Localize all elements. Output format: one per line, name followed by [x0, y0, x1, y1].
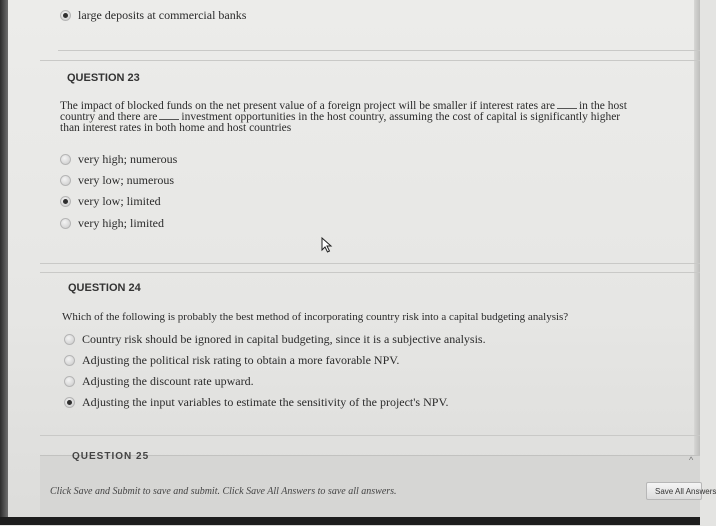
question-24-option-3[interactable]: [64, 374, 254, 389]
footer-instructions: Click Save and Submit to save and submit. Click Save All Answers to save all answers.: [50, 486, 397, 497]
question-text-part: country and there are: [60, 111, 158, 123]
radio-icon[interactable]: [64, 397, 75, 408]
radio-icon[interactable]: [64, 355, 75, 366]
option-label: Adjusting the political risk rating to obtain a more favorable NPV.: [82, 353, 400, 367]
question-24-option-4[interactable]: [64, 395, 449, 410]
radio-icon[interactable]: [60, 154, 71, 165]
divider: [40, 272, 700, 273]
blank: [557, 108, 577, 109]
question-23-title: QUESTION 23: [67, 72, 140, 84]
option-label: very high; numerous: [78, 152, 178, 166]
question-23-option-2[interactable]: [60, 173, 174, 188]
question-text-part: The impact of blocked funds on the net present value of a foreign project will be smaller if interest rates are: [60, 100, 555, 112]
divider: [40, 263, 700, 264]
radio-icon[interactable]: [64, 334, 75, 345]
divider: [58, 50, 700, 51]
option-label: very low; limited: [78, 194, 161, 208]
radio-icon[interactable]: [60, 196, 71, 207]
question-24-text: Which of the following is probably the best method of incorporating country risk into a capital budgeting analysis?: [62, 311, 569, 323]
bottom-edge: [0, 517, 700, 525]
scroll-up-icon[interactable]: ^: [689, 455, 694, 465]
question-23-option-3[interactable]: [60, 194, 161, 209]
radio-icon[interactable]: [60, 218, 71, 229]
option-label: large deposits at commercial banks: [78, 8, 247, 22]
blank: [159, 119, 179, 120]
previous-question-option[interactable]: [60, 8, 246, 23]
question-text-part: in the host: [578, 100, 627, 112]
question-text-part: than interest rates in both home and host countries: [60, 122, 292, 134]
question-23-option-1[interactable]: [60, 152, 177, 167]
mouse-pointer-icon: [320, 237, 334, 253]
question-23-text: [60, 101, 660, 134]
radio-icon[interactable]: [60, 10, 71, 21]
radio-icon[interactable]: [64, 376, 75, 387]
divider: [40, 435, 700, 436]
save-all-answers-button[interactable]: Save All Answers: [646, 482, 702, 500]
question-24-title: QUESTION 24: [68, 282, 141, 294]
option-label: Adjusting the discount rate upward.: [82, 374, 254, 388]
option-label: Country risk should be ignored in capital budgeting, since it is a subjective analysis.: [82, 332, 486, 346]
option-label: very low; numerous: [78, 173, 174, 187]
option-label: very high; limited: [78, 216, 164, 230]
question-23-option-4[interactable]: [60, 216, 164, 231]
question-text-part: investment opportunities in the host country, assuming the cost of capital is significantly higher: [181, 111, 621, 123]
option-label: Adjusting the input variables to estimate the sensitivity of the project's NPV.: [82, 395, 449, 409]
radio-icon[interactable]: [60, 175, 71, 186]
question-24-option-2[interactable]: [64, 353, 399, 368]
divider: [40, 60, 700, 61]
question-24-option-1[interactable]: [64, 332, 486, 347]
question-25-title: QUESTION 25: [72, 451, 150, 462]
left-edge: [0, 0, 8, 525]
